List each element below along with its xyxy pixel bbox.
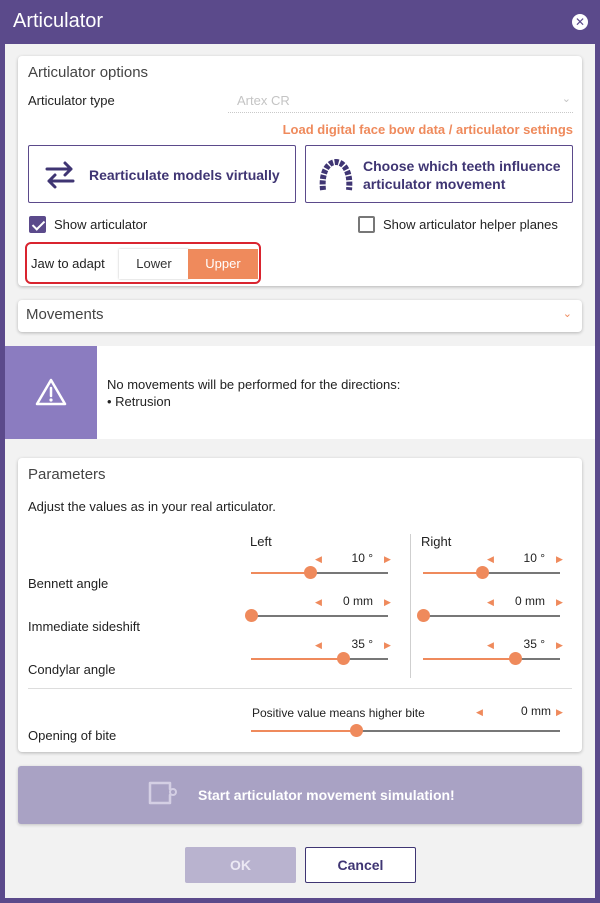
chevron-down-icon: ⌄ [562, 308, 572, 320]
articulator-type-value: Artex CR [237, 93, 290, 108]
bite-hint: Positive value means higher bite [252, 706, 425, 720]
rearticulate-button[interactable] [28, 145, 296, 203]
sideshift-right-slider-track[interactable] [423, 615, 560, 617]
right-header: Right [421, 534, 452, 549]
bite-decrement-icon[interactable]: ◀ [476, 707, 483, 717]
start-simulation-button[interactable] [18, 766, 582, 824]
bite-slider-fill [251, 730, 356, 732]
sideshift-left-slider-increment-icon[interactable]: ▶ [384, 597, 391, 607]
show-helper-planes-label: Show articulator helper planes [383, 217, 558, 232]
bennett-left-slider-increment-icon[interactable]: ▶ [384, 554, 391, 564]
parameters-description: Adjust the values as in your real articulator. [28, 499, 276, 514]
bennett-right-slider-fill [423, 572, 482, 574]
warning-text [107, 376, 400, 410]
bite-slider-thumb[interactable] [350, 724, 363, 737]
condylar-right-slider-value: 35 ° [523, 637, 545, 651]
articulator-type-label: Articulator type [28, 93, 115, 108]
bennett-left-slider-thumb[interactable] [304, 566, 317, 579]
articulator-options-panel [18, 56, 582, 286]
warning-icon-box [5, 346, 97, 439]
title-bar [0, 0, 600, 44]
sideshift-left-slider-thumb[interactable] [245, 609, 258, 622]
warning-banner [5, 346, 595, 439]
condylar-left-slider-increment-icon[interactable]: ▶ [384, 640, 391, 650]
warning-line-2: • Retrusion [107, 394, 171, 409]
condylar-left-slider-decrement-icon[interactable]: ◀ [315, 640, 322, 650]
warning-line-1: No movements will be performed for the directions: [107, 377, 401, 392]
bennett-left-slider-value: 10 ° [351, 551, 373, 565]
sideshift-right-slider-value: 0 mm [515, 594, 545, 608]
choose-teeth-label-1: Choose which teeth influence [363, 158, 561, 174]
condylar-right-slider-fill [423, 658, 515, 660]
choose-teeth-label-2: articulator movement [363, 176, 506, 192]
sideshift-left-slider-value: 0 mm [343, 594, 373, 608]
ok-button[interactable]: OK [185, 847, 296, 883]
sideshift-right-slider-increment-icon[interactable]: ▶ [556, 597, 563, 607]
sideshift-right-slider-thumb[interactable] [417, 609, 430, 622]
articulator-icon [144, 779, 180, 811]
condylar-angle-label: Condylar angle [28, 662, 116, 677]
bennett-right-slider-increment-icon[interactable]: ▶ [556, 554, 563, 564]
bennett-right-slider-value: 10 ° [523, 551, 545, 565]
cancel-button[interactable]: Cancel [305, 847, 416, 883]
bennett-right-slider-decrement-icon[interactable]: ◀ [487, 554, 494, 564]
bite-divider [28, 688, 572, 689]
column-divider [410, 534, 411, 678]
chevron-down-icon: ⌄ [561, 93, 571, 105]
bennett-left-slider-decrement-icon[interactable]: ◀ [315, 554, 322, 564]
articulator-type-select[interactable] [228, 89, 573, 113]
bennett-right-slider-thumb[interactable] [476, 566, 489, 579]
bennett-left-slider-fill [251, 572, 310, 574]
dialog-title: Articulator [13, 10, 104, 32]
warning-icon [35, 377, 67, 407]
bite-increment-icon[interactable]: ▶ [556, 707, 563, 717]
load-face-bow-link[interactable]: Load digital face bow data / articulator settings [282, 122, 573, 137]
show-articulator-checkbox[interactable] [29, 216, 46, 233]
choose-teeth-button[interactable] [305, 145, 573, 203]
show-helper-planes-checkbox[interactable] [358, 216, 375, 233]
condylar-left-slider-value: 35 ° [351, 637, 373, 651]
sideshift-right-slider-decrement-icon[interactable]: ◀ [487, 597, 494, 607]
condylar-right-slider-thumb[interactable] [509, 652, 522, 665]
sideshift-left-slider-track[interactable] [251, 615, 388, 617]
condylar-left-slider-thumb[interactable] [337, 652, 350, 665]
bite-value: 0 mm [521, 704, 551, 718]
start-simulation-label: Start articulator movement simulation! [198, 787, 455, 803]
bennett-angle-label: Bennett angle [28, 576, 109, 591]
show-articulator-label: Show articulator [54, 217, 148, 232]
jaw-to-adapt-label: Jaw to adapt [31, 256, 105, 271]
condylar-right-slider-increment-icon[interactable]: ▶ [556, 640, 563, 650]
dialog-content [5, 44, 595, 898]
movements-panel[interactable] [18, 300, 582, 332]
immediate-sideshift-label: Immediate sideshift [28, 619, 140, 634]
jaw-upper-toggle[interactable]: Upper [188, 249, 258, 279]
jaw-lower-toggle[interactable]: Lower [119, 249, 189, 279]
panel-title: Articulator options [28, 64, 149, 81]
sideshift-left-slider-decrement-icon[interactable]: ◀ [315, 597, 322, 607]
movements-title: Movements [26, 306, 104, 323]
jaw-to-adapt-group [25, 242, 261, 284]
rearticulate-label: Rearticulate models virtually [89, 167, 280, 183]
condylar-left-slider-fill [251, 658, 343, 660]
opening-of-bite-label: Opening of bite [28, 728, 117, 743]
left-header: Left [250, 534, 272, 549]
parameters-panel [18, 458, 582, 752]
dental-arch-icon [318, 158, 354, 192]
condylar-right-slider-decrement-icon[interactable]: ◀ [487, 640, 494, 650]
parameters-title: Parameters [28, 466, 106, 483]
close-icon[interactable]: ✕ [572, 14, 588, 30]
swap-arrows-icon [43, 159, 77, 191]
